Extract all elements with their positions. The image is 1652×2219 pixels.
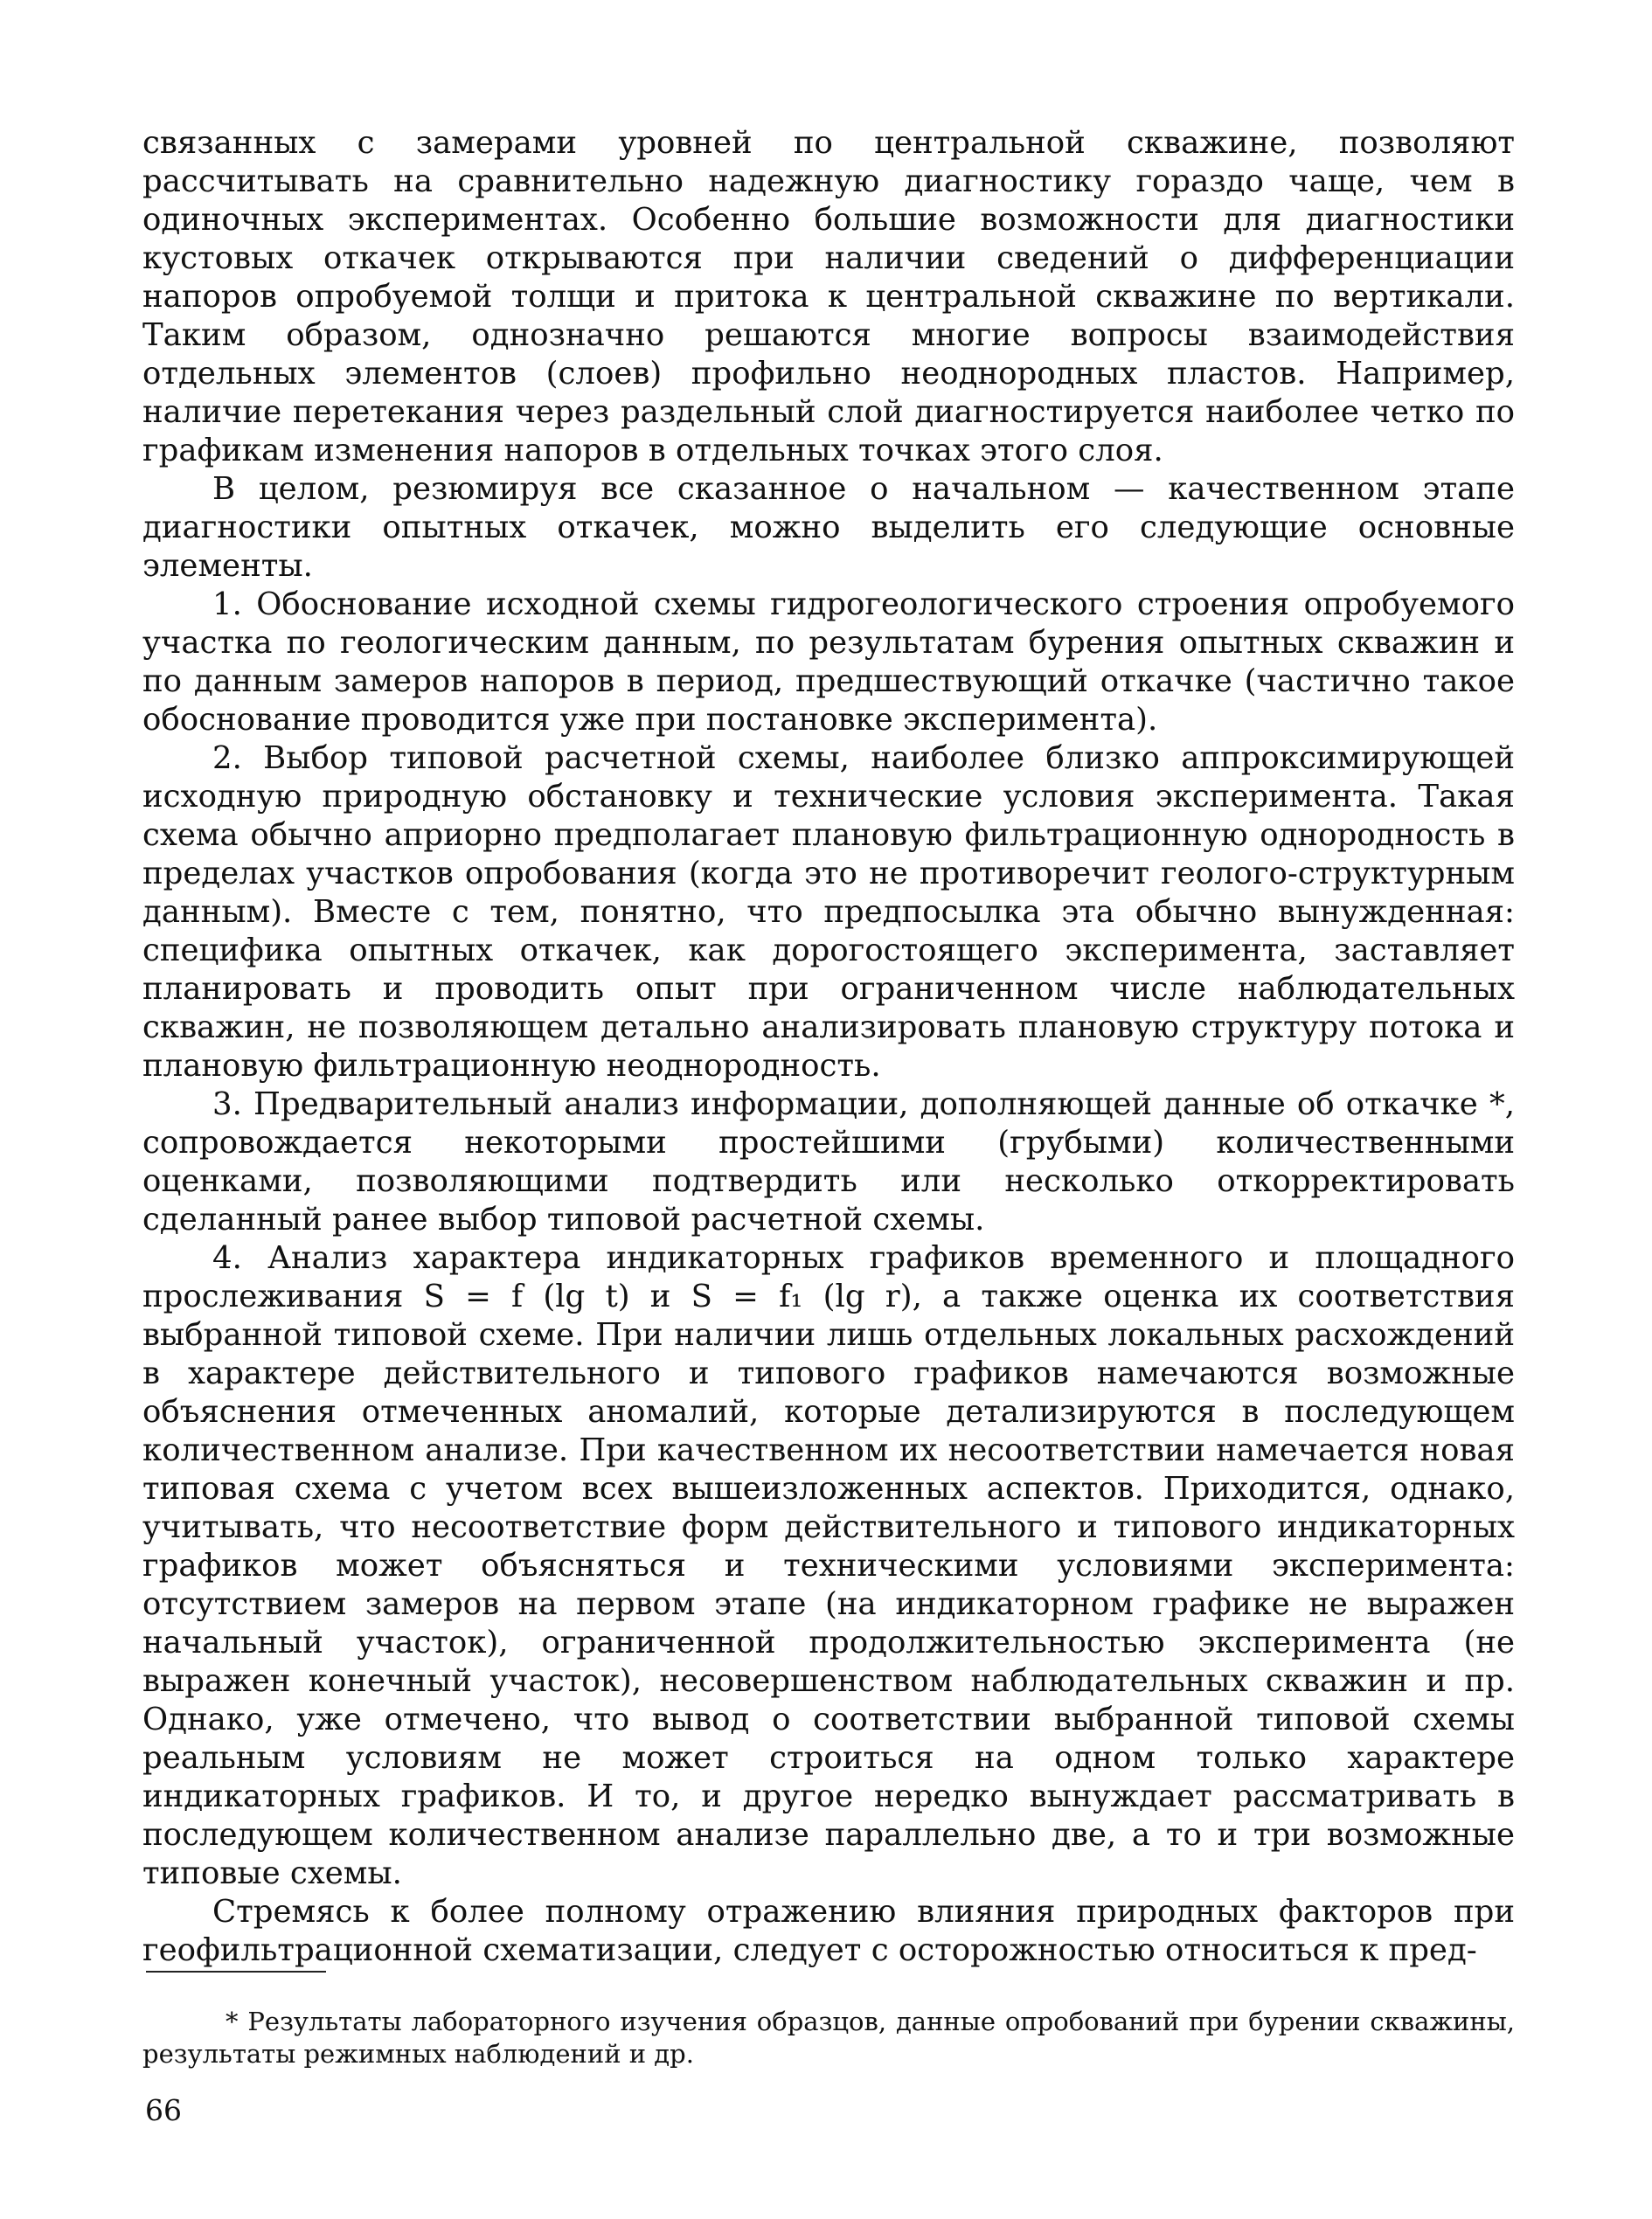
footnote-divider: [146, 1971, 326, 1973]
footnote-text: * Результаты лабораторного изучения образцов, данные опробований при бурении скважины, результаты режимных наблюдений и др.: [142, 2007, 1515, 2069]
body-text: [142, 124, 1515, 1970]
list-item-1: 1. Обоснование исходной схемы гидрогеологического строения опробуемого участка по геологическим данным, по результатам бурения опытных скважин и по данным замеров напоров в период, предшествующий откачке (частично такое обоснование проводится уже при постановке эксперимента).: [142, 586, 1515, 738]
list-item-4: 4. Анализ характера индикаторных графиков временного и площадного прослеживания S = f (lg t) и S = f₁ (lg r), а также оценка их соответствия выбранной типовой схеме. При наличии лишь отдельных локальных расхождений в характере действительного и типового графиков намечаются возможные объяснения отмеченных аномалий, которые детализируются в последующем количественном анализе. При качественном их несоответствии намечается новая типовая схема с учетом всех вышеизложенных аспектов. Приходится, однако, учитывать, что несоответствие форм действительного и типового индикаторных графиков может объясняться и техническими условиями эксперимента: отсутствием замеров на первом этапе (на индикаторном графике не выражен начальный участок), ограниченной продолжительностью эксперимента (не выражен конечный участок), несовершенством наблюдательных скважин и пр. Однако, уже отмечено, что вывод о соответствии выбранной типовой схемы реальным условиям не может строиться на одном только характере индикаторных графиков. И то, и другое нередко вынуждает рассматривать в последующем количественном анализе параллельно две, а то и три возможные типовые схемы.: [142, 1240, 1515, 1891]
paragraph-continuation: связанных с замерами уровней по центральной скважине, позволяют рассчитывать на сравнительно надежную диагностику гораздо чаще, чем в одиночных экспериментах. Особенно большие возможности для диагностики кустовых откачек открываются при наличии сведений о дифференциации напоров опробуемой толщи и притока к центральной скважине по вертикали. Таким образом, однозначно решаются многие вопросы взаимодействия отдельных элементов (слоев) профильно неоднородных пластов. Например, наличие перетекания через раздельный слой диагностируется наиболее четко по графикам изменения напоров в отдельных точках этого слоя.: [142, 125, 1515, 468]
paragraph-closing: Стремясь к более полному отражению влияния природных факторов при геофильтрационной схематизации, следует с осторожностью относиться к пред-: [142, 1894, 1515, 1968]
page-number: 66: [145, 2093, 182, 2127]
list-item-3: 3. Предварительный анализ информации, дополняющей данные об откачке *, сопровождается некоторыми простейшими (грубыми) количественными оценками, позволяющими подтвердить или несколько откорректировать сделанный ранее выбор типовой расчетной схемы.: [142, 1086, 1515, 1238]
footnote: [142, 2006, 1515, 2070]
paragraph-summary-intro: В целом, резюмируя все сказанное о начальном — качественном этапе диагностики опытных откачек, можно выделить его следующие основные элементы.: [142, 471, 1515, 584]
list-item-2: 2. Выбор типовой расчетной схемы, наиболее близко аппроксимирующей исходную природную обстановку и технические условия эксперимента. Такая схема обычно априорно предполагает плановую фильтрационную однородность в пределах участков опробования (когда это не противоречит геолого-структурным данным). Вместе с тем, понятно, что предпосылка эта обычно вынужденная: специфика опытных откачек, как дорогостоящего эксперимента, заставляет планировать и проводить опыт при ограниченном числе наблюдательных скважин, не позволяющем детально анализировать плановую структуру потока и плановую фильтрационную неоднородность.: [142, 740, 1515, 1084]
